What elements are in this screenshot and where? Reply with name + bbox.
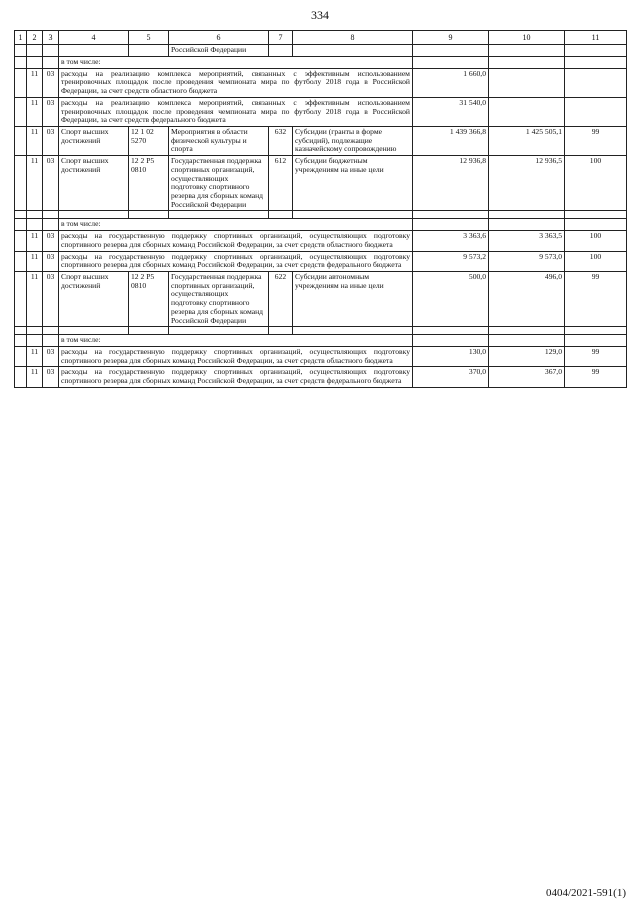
- cell-percent: 99: [565, 347, 627, 367]
- cell-expense-type: 612: [269, 156, 293, 211]
- page-number: 334: [311, 8, 329, 22]
- cell-expense-type-name: Субсидии (гранты в форме субсидий), подлежащие казначейскому сопровождению: [293, 126, 413, 155]
- cell-actual-amount: [489, 97, 565, 126]
- cell-col-1: [15, 251, 27, 271]
- cell-section: 11: [27, 367, 43, 387]
- cell-subsection: 03: [43, 126, 59, 155]
- cell-percent: 99: [565, 367, 627, 387]
- cell-planned-amount: 500,0: [413, 272, 489, 327]
- cell-planned-amount: [413, 56, 489, 68]
- cell-actual-amount: 496,0: [489, 272, 565, 327]
- detail-row: [15, 251, 627, 271]
- cell-subsection: 03: [43, 231, 59, 251]
- cell-expense-type-name: Субсидии бюджетным учреждениям на иные цели: [293, 156, 413, 211]
- cell-subsection-name: Спорт высших достижений: [59, 156, 129, 211]
- cell-actual-amount: [489, 45, 565, 57]
- cell-percent: [565, 219, 627, 231]
- cell-planned-amount: 9 573,2: [413, 251, 489, 271]
- cell-program-name: Государственная поддержка спортивных организаций, осуществляющих подготовку спортивного резерва для сборных команд Российской Федерации: [169, 156, 269, 211]
- cell-col-1: [15, 367, 27, 387]
- table-row: [15, 156, 627, 211]
- column-header-1: 1: [15, 31, 27, 45]
- spacer-cell: [269, 327, 293, 335]
- cell-expense-description: расходы на государственную поддержку спортивных организаций, осуществляющих подготовку спортивного резерва для сборных команд Российской Федерации, за счет средств федерального бюджета: [59, 367, 413, 387]
- cell-expense-type: 632: [269, 126, 293, 155]
- column-header-9: 9: [413, 31, 489, 45]
- spacer-row: [15, 211, 627, 219]
- budget-table: [14, 30, 627, 388]
- detail-row: [15, 335, 627, 347]
- cell-expense-description: в том числе:: [59, 56, 413, 68]
- detail-row: [15, 97, 627, 126]
- cell-col-1: [15, 97, 27, 126]
- cell-percent: 99: [565, 126, 627, 155]
- cell-subsection: 03: [43, 251, 59, 271]
- column-header-8: 8: [293, 31, 413, 45]
- cell-expense-description: расходы на реализацию комплекса мероприятий, связанных с эффективным использованием тренировочных площадок после проведения чемпионата мира по футболу 2018 года в Российской Федерации, за счет средств федерального бюджета: [59, 97, 413, 126]
- cell-col-1: [15, 56, 27, 68]
- cell-expense-type: 622: [269, 272, 293, 327]
- cell-planned-amount: 370,0: [413, 367, 489, 387]
- cell-col-1: [15, 219, 27, 231]
- cell-section: 11: [27, 126, 43, 155]
- detail-row: [15, 219, 627, 231]
- cell-program-name: Российской Федерации: [169, 45, 269, 57]
- spacer-cell: [413, 211, 489, 219]
- spacer-cell: [293, 327, 413, 335]
- cell-expense-description: в том числе:: [59, 335, 413, 347]
- cell-target-article: 12 2 P5 0810: [129, 272, 169, 327]
- spacer-cell: [27, 327, 43, 335]
- spacer-cell: [565, 327, 627, 335]
- spacer-row: [15, 327, 627, 335]
- spacer-cell: [15, 211, 27, 219]
- cell-col-1: [15, 231, 27, 251]
- column-header-5: 5: [129, 31, 169, 45]
- cell-percent: [565, 45, 627, 57]
- cell-planned-amount: 1 660,0: [413, 68, 489, 97]
- cell-target-article: [129, 45, 169, 57]
- table-row: [15, 272, 627, 327]
- cell-expense-type: [269, 45, 293, 57]
- cell-section: [27, 335, 43, 347]
- cell-col-1: [15, 335, 27, 347]
- spacer-cell: [269, 211, 293, 219]
- cell-col-1: [15, 126, 27, 155]
- spacer-cell: [489, 327, 565, 335]
- cell-subsection: [43, 56, 59, 68]
- document-code: 0404/2021-591(1): [545, 887, 626, 899]
- column-header-4: 4: [59, 31, 129, 45]
- cell-subsection: [43, 219, 59, 231]
- cell-actual-amount: [489, 335, 565, 347]
- cell-actual-amount: 12 936,5: [489, 156, 565, 211]
- cell-actual-amount: 367,0: [489, 367, 565, 387]
- cell-subsection: 03: [43, 97, 59, 126]
- table-row: [15, 126, 627, 155]
- cell-percent: 100: [565, 156, 627, 211]
- cell-subsection-name: Спорт высших достижений: [59, 272, 129, 327]
- spacer-cell: [15, 327, 27, 335]
- cell-expense-description: расходы на государственную поддержку спортивных организаций, осуществляющих подготовку спортивного резерва для сборных команд Российской Федерации, за счет средств областного бюджета: [59, 347, 413, 367]
- cell-program-name: Государственная поддержка спортивных организаций, осуществляющих подготовку спортивного резерва для сборных команд Российской Федерации: [169, 272, 269, 327]
- cell-actual-amount: [489, 56, 565, 68]
- cell-actual-amount: 129,0: [489, 347, 565, 367]
- spacer-cell: [565, 211, 627, 219]
- cell-planned-amount: 1 439 366,8: [413, 126, 489, 155]
- cell-subsection: [43, 335, 59, 347]
- cell-section: 11: [27, 272, 43, 327]
- cell-percent: [565, 97, 627, 126]
- column-header-6: 6: [169, 31, 269, 45]
- cell-actual-amount: [489, 219, 565, 231]
- cell-col-1: [15, 272, 27, 327]
- cell-subsection: [43, 45, 59, 57]
- cell-section: [27, 45, 43, 57]
- spacer-cell: [169, 211, 269, 219]
- cell-percent: 100: [565, 231, 627, 251]
- cell-planned-amount: 130,0: [413, 347, 489, 367]
- detail-row: [15, 68, 627, 97]
- cell-expense-description: в том числе:: [59, 219, 413, 231]
- detail-row: [15, 56, 627, 68]
- cell-program-name: Мероприятия в области физической культуры и спорта: [169, 126, 269, 155]
- cell-section: [27, 56, 43, 68]
- cell-percent: [565, 335, 627, 347]
- cell-planned-amount: 31 540,0: [413, 97, 489, 126]
- cell-subsection: 03: [43, 347, 59, 367]
- column-header-10: 10: [489, 31, 565, 45]
- cell-planned-amount: [413, 45, 489, 57]
- cell-planned-amount: [413, 335, 489, 347]
- cell-section: 11: [27, 251, 43, 271]
- column-header-2: 2: [27, 31, 43, 45]
- cell-col-1: [15, 68, 27, 97]
- cell-actual-amount: 9 573,0: [489, 251, 565, 271]
- cell-col-1: [15, 45, 27, 57]
- cell-col-1: [15, 347, 27, 367]
- cell-subsection: 03: [43, 156, 59, 211]
- cell-col-1: [15, 156, 27, 211]
- cell-target-article: 12 2 P5 0810: [129, 156, 169, 211]
- cell-section: 11: [27, 231, 43, 251]
- table-body: [15, 45, 627, 388]
- spacer-cell: [43, 327, 59, 335]
- cell-section: 11: [27, 347, 43, 367]
- spacer-cell: [59, 327, 129, 335]
- spacer-cell: [293, 211, 413, 219]
- cell-percent: [565, 68, 627, 97]
- spacer-cell: [413, 327, 489, 335]
- cell-subsection-name: Спорт высших достижений: [59, 126, 129, 155]
- cell-section: 11: [27, 97, 43, 126]
- cell-section: 11: [27, 156, 43, 211]
- cell-target-article: 12 1 02 5270: [129, 126, 169, 155]
- spacer-cell: [129, 211, 169, 219]
- cell-percent: 100: [565, 251, 627, 271]
- cell-percent: [565, 56, 627, 68]
- cell-subsection-name: [59, 45, 129, 57]
- spacer-cell: [489, 211, 565, 219]
- cell-expense-description: расходы на государственную поддержку спортивных организаций, осуществляющих подготовку спортивного резерва для сборных команд Российской Федерации, за счет средств областного бюджета: [59, 231, 413, 251]
- table-row: [15, 45, 627, 57]
- cell-actual-amount: 3 363,5: [489, 231, 565, 251]
- spacer-cell: [59, 211, 129, 219]
- detail-row: [15, 347, 627, 367]
- cell-planned-amount: 12 936,8: [413, 156, 489, 211]
- cell-subsection: 03: [43, 367, 59, 387]
- cell-actual-amount: [489, 68, 565, 97]
- cell-planned-amount: 3 363,6: [413, 231, 489, 251]
- spacer-cell: [169, 327, 269, 335]
- detail-row: [15, 367, 627, 387]
- cell-subsection: 03: [43, 272, 59, 327]
- cell-actual-amount: 1 425 505,1: [489, 126, 565, 155]
- cell-subsection: 03: [43, 68, 59, 97]
- spacer-cell: [27, 211, 43, 219]
- cell-planned-amount: [413, 219, 489, 231]
- cell-expense-type-name: Субсидии автономным учреждениям на иные цели: [293, 272, 413, 327]
- cell-percent: 99: [565, 272, 627, 327]
- column-header-11: 11: [565, 31, 627, 45]
- column-header-3: 3: [43, 31, 59, 45]
- cell-expense-description: расходы на государственную поддержку спортивных организаций, осуществляющих подготовку спортивного резерва для сборных команд Российской Федерации, за счет средств федерального бюджета: [59, 251, 413, 271]
- cell-expense-description: расходы на реализацию комплекса мероприятий, связанных с эффективным использованием тренировочных площадок после проведения чемпионата мира по футболу 2018 года в Российской Федерации, за счет средств областного бюджета: [59, 68, 413, 97]
- spacer-cell: [129, 327, 169, 335]
- spacer-cell: [43, 211, 59, 219]
- detail-row: [15, 231, 627, 251]
- column-header-7: 7: [269, 31, 293, 45]
- cell-expense-type-name: [293, 45, 413, 57]
- cell-section: 11: [27, 68, 43, 97]
- cell-section: [27, 219, 43, 231]
- header-row: [15, 31, 627, 45]
